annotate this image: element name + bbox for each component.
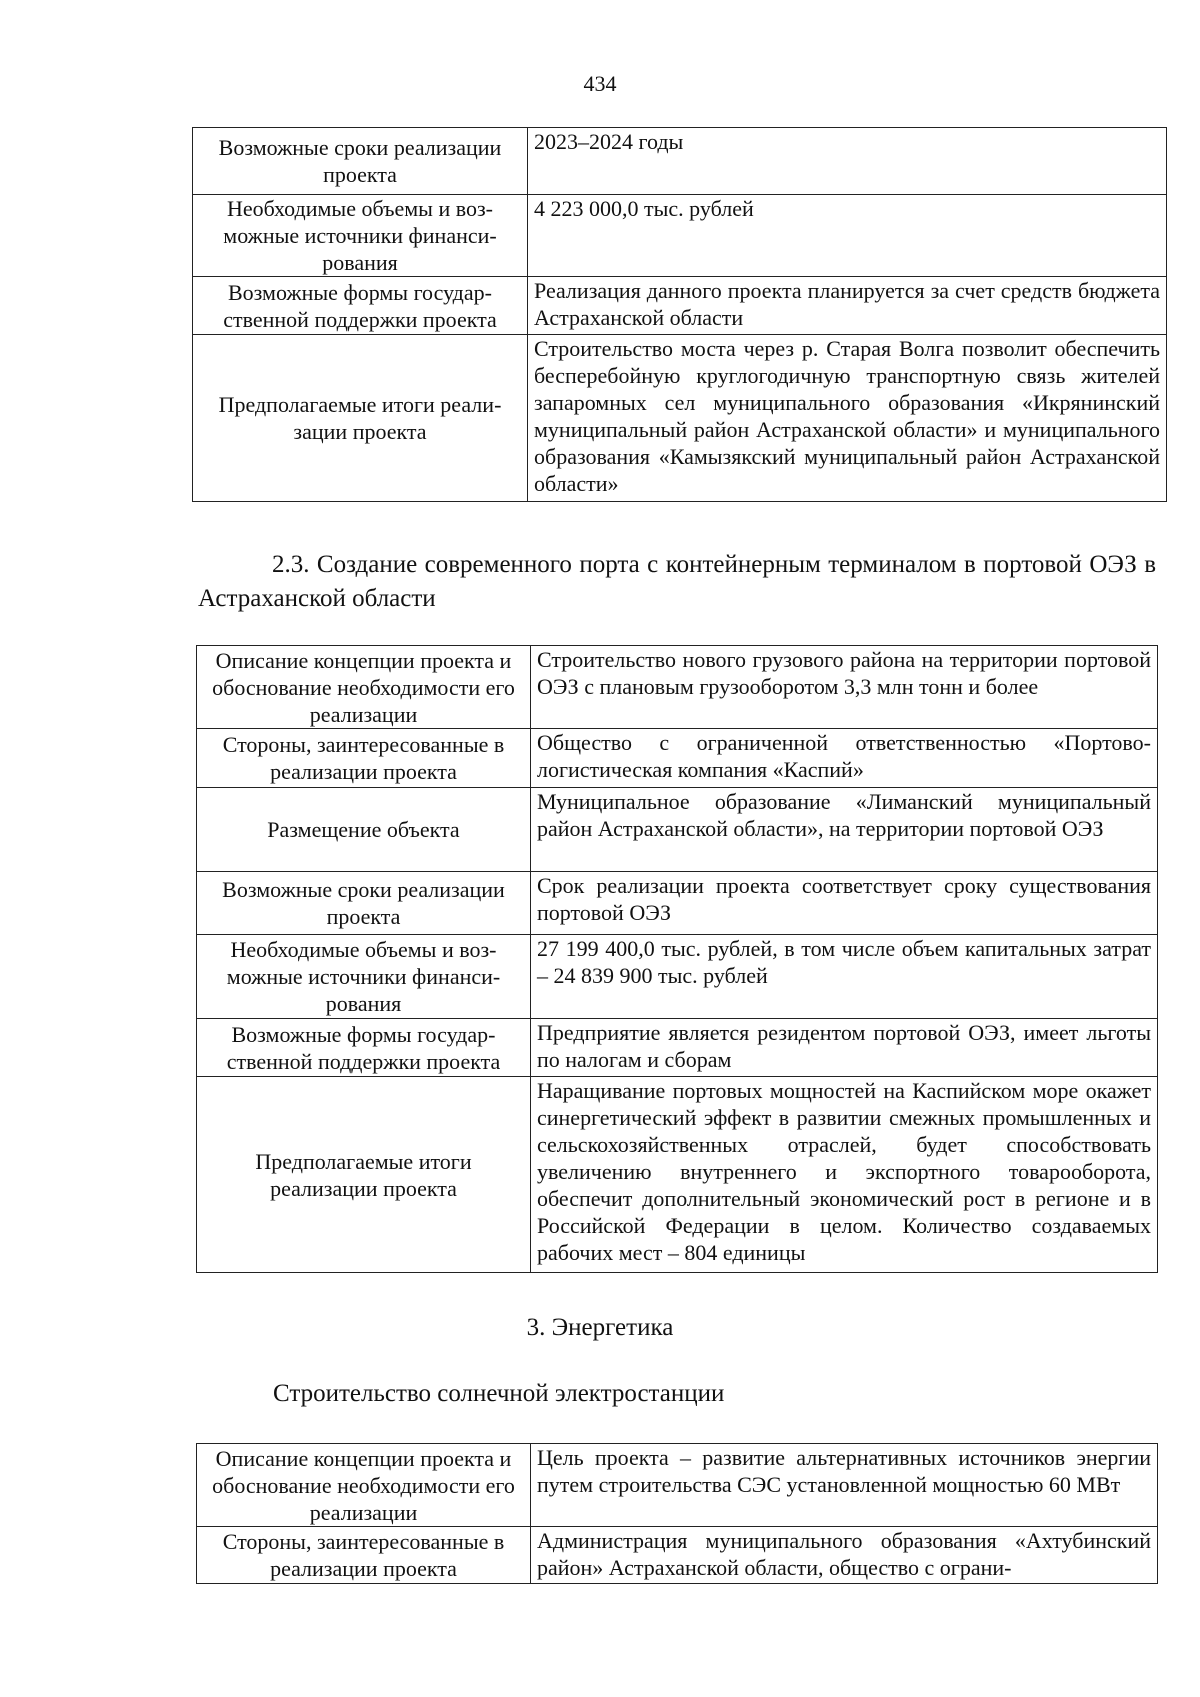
row-label: Необходимые объемы и возможные источники финансирования bbox=[197, 935, 531, 1019]
table-row bbox=[197, 646, 1158, 729]
row-label: Необходимые объемы и возможные источники финансирования bbox=[193, 195, 528, 277]
row-value: 4 223 000,0 тыс. рублей bbox=[528, 195, 1167, 277]
section-heading-energy: 3. Энергетика bbox=[526, 1314, 674, 1341]
row-value: Предприятие является резидентом портовой ОЭЗ, имеет льготы по налогам и сборам bbox=[531, 1019, 1158, 1077]
row-value: Срок реализации проекта соответствует сроку существования портовой ОЭЗ bbox=[531, 872, 1158, 935]
table-row bbox=[197, 729, 1158, 788]
row-label: Предполагаемые итоги реализации проекта bbox=[193, 335, 528, 502]
row-label: Возможные сроки реализации проекта bbox=[197, 872, 531, 935]
project-table-solar bbox=[196, 1443, 1158, 1584]
table-row bbox=[197, 935, 1158, 1019]
table-row bbox=[193, 277, 1167, 335]
row-label: Возможные сроки реализации проекта bbox=[193, 128, 528, 195]
row-value: Строительство нового грузового района на территории портовой ОЭЗ с плановым грузооборотом 3,3 млн тонн и более bbox=[531, 646, 1158, 729]
row-label: Размещение объекта bbox=[197, 788, 531, 872]
page-number: 434 bbox=[583, 71, 617, 96]
row-label: Возможные формы государственной поддержки проекта bbox=[193, 277, 528, 335]
table-row bbox=[193, 128, 1167, 195]
table-row bbox=[197, 1019, 1158, 1077]
table-row bbox=[197, 872, 1158, 935]
project-table-port bbox=[196, 645, 1158, 1273]
table-row bbox=[193, 195, 1167, 277]
row-label: Стороны, заинтересованные в реализации проекта bbox=[197, 729, 531, 788]
row-value: 27 199 400,0 тыс. рублей, в том числе объем капитальных затрат – 24 839 900 тыс. рублей bbox=[531, 935, 1158, 1019]
table-row bbox=[197, 1077, 1158, 1273]
row-label: Описание концепции проекта и обоснование необходимости его реализации bbox=[197, 1444, 531, 1527]
row-value: Реализация данного проекта планируется за счет средств бюджета Астраханской области bbox=[528, 277, 1167, 335]
project-table-bridge bbox=[192, 127, 1167, 502]
row-label: Стороны, заинтересованные в реализации проекта bbox=[197, 1527, 531, 1584]
section-heading-2-3: 2.3. Создание современного порта с контейнерным терминалом в портовой ОЭЗ в Астраханской области bbox=[198, 551, 1156, 612]
row-value: Администрация муниципального образования «Ахтубинский район» Астраханской области, общество с ограни- bbox=[531, 1527, 1158, 1584]
row-value: Муниципальное образование «Лиманский муниципальный район Астраханской области», на территории портовой ОЭЗ bbox=[531, 788, 1158, 872]
row-value: Строительство моста через р. Старая Волга позволит обеспечить бесперебойную круглогодичную транспортную связь жителей запаромных сел муниципального образования «Икрянинский муниципальный район Астраханской области» и муниципального образования «Камызякский муниципальный район Астраханской области» bbox=[528, 335, 1167, 502]
row-value: Наращивание портовых мощностей на Каспийском море окажет синергетический эффект в развитии смежных промышленных и сельскохозяйственных отраслей, будет способствовать увеличению внутреннего и экспортного товарооборота, обеспечит дополнительный экономический рост в регионе и в Российской Федерации в целом. Количество создаваемых рабочих мест – 804 единицы bbox=[531, 1077, 1158, 1273]
row-value: 2023–2024 годы bbox=[528, 128, 1167, 195]
table-row bbox=[197, 1527, 1158, 1584]
subsection-heading-solar: Строительство солнечной электростанции bbox=[273, 1380, 725, 1407]
table-row bbox=[197, 1444, 1158, 1527]
row-label: Описание концепции проекта и обоснование необходимости его реализации bbox=[197, 646, 531, 729]
row-label: Предполагаемые итоги реализации проекта bbox=[197, 1077, 531, 1273]
row-value: Общество с ограниченной ответственностью «Портовологистическая компания «Каспий» bbox=[531, 729, 1158, 788]
row-label: Возможные формы государственной поддержки проекта bbox=[197, 1019, 531, 1077]
table-row bbox=[193, 335, 1167, 502]
table-row bbox=[197, 788, 1158, 872]
row-value: Цель проекта – развитие альтернативных источников энергии путем строительства СЭС установленной мощностью 60 МВт bbox=[531, 1444, 1158, 1527]
